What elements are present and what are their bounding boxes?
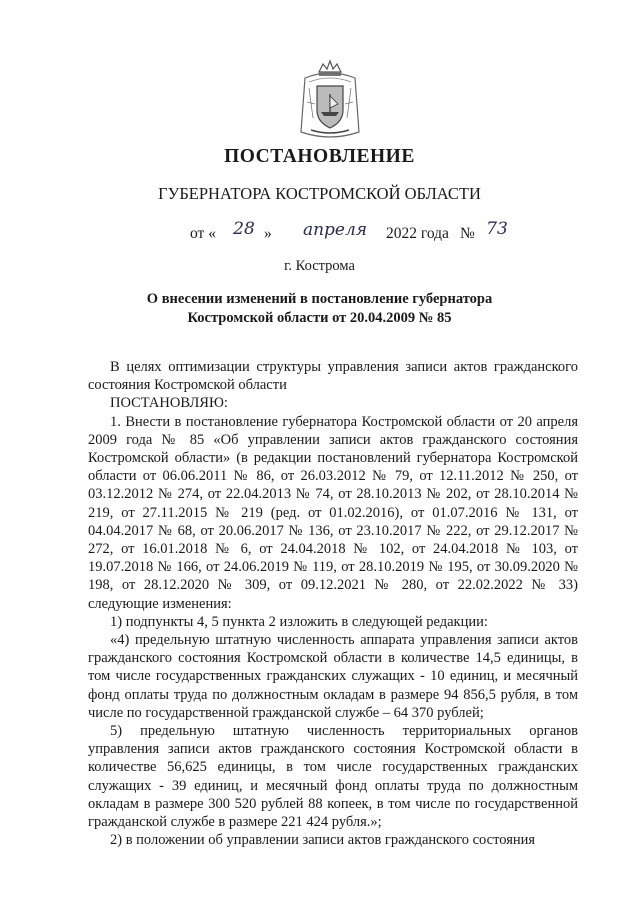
document-number-handwritten: 73	[486, 219, 508, 239]
coat-of-arms-icon	[297, 58, 363, 142]
city: г. Кострома	[284, 258, 355, 274]
date-line	[190, 219, 508, 243]
date-prefix: от «	[190, 225, 216, 242]
paragraph: 1) подпункты 4, 5 пункта 2 изложить в следующей редакции:	[110, 613, 488, 630]
date-year: 2022 года	[386, 225, 449, 242]
document-heading	[60, 290, 579, 328]
paragraph: 1. Внести в постановление губернатора Костромской области от 20 апреля 2009 года № 85 «Об управлении записи актов гражданского состояния Костромской области» (в редакции постановлений губернатора Костромской области от 06.06.2011 № 86, от 26.03.2012 № 79, от 12.11.2012 № 250, от 03.12.2012 № 274, от 22.04.2013 № 74, от 28.10.2013 № 202, от 28.10.2014 № 219, от 27.11.2015 № 219 (ред. от 01.02.2016), от 01.07.2016 № 131, от 04.04.2017 № 68, от 20.06.2017 № 136, от 23.10.2017 № 222, от 29.12.2017 № 272, от 16.01.2018 № 6, от 24.04.2018 № 102, от 24.04.2018 № 103, от 19.07.2018 № 166, от 24.06.2019 № 119, от 28.10.2019 № 195, от 30.09.2020 № 198, от 28.12.2020 № 309, от 09.12.2021 № 280, от 22.02.2022 № 33) следующие изменения:	[88, 413, 578, 612]
paragraph: 5) предельную штатную численность территориальных органов управления записи актов гражданского состояния Костромской области в количестве 56,625 единицы, в том числе государственных гражданских служащих - 39 единиц, и месячный фонд оплаты труда по должностным окладам в размере 300 520 рублей 88 копеек, в том числе по государственной гражданской службе в размере 221 424 рубля.»;	[88, 723, 578, 831]
document-title: ПОСТАНОВЛЕНИЕ	[224, 146, 415, 167]
number-sign: №	[460, 225, 475, 242]
paragraph: В целях оптимизации структуры управления записи актов гражданского состояния Костромской области	[88, 359, 578, 394]
paragraph: «4) предельную штатную численность аппарата управления записи актов гражданского состояния Костромской области в количестве 14,5 единицы, в том числе государственных гражданских служащих - 10 единиц, и месячный фонд оплаты труда по должностным окладам в размере 94 856,5 рубля, в том числе по государственной гражданской службе – 64 370 рублей;	[88, 632, 578, 721]
paragraph: 2) в положении об управлении записи актов гражданского состояния	[110, 832, 536, 849]
date-day-handwritten: 28	[233, 219, 255, 239]
paragraph: ПОСТАНОВЛЯЮ:	[110, 395, 228, 412]
document-body	[88, 358, 578, 849]
heading-line: О внесении изменений в постановление губернатора	[146, 291, 493, 307]
heading-line: Костромской области от 20.04.2009 № 85	[187, 310, 452, 326]
document-issuer: ГУБЕРНАТОРА КОСТРОМСКОЙ ОБЛАСТИ	[158, 184, 481, 203]
date-quote-close: »	[264, 225, 272, 242]
date-month-handwritten: апреля	[302, 220, 368, 240]
